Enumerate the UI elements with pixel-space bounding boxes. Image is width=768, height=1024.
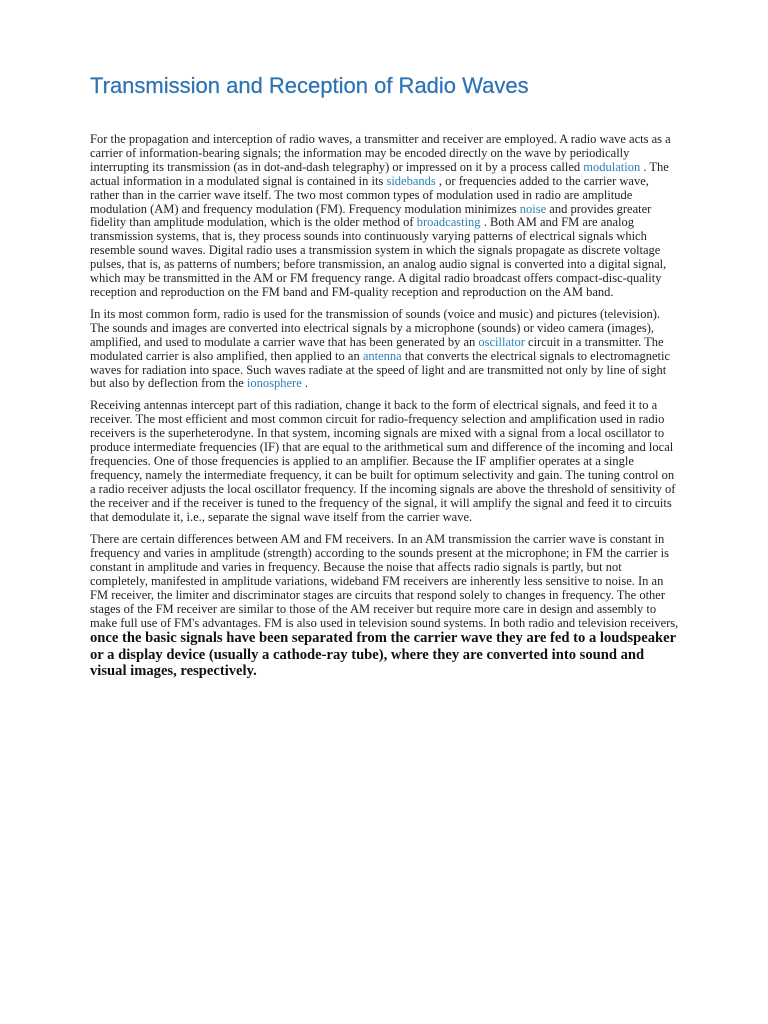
paragraph-text: . Both AM and FM are analog transmission systems, that is, they process sounds into continuously varying patterns of electrical signals which resemble sound waves. Digital radio uses a transmission system in which the signals propagate as discrete voltage pulses, that is, as patterns of numbers; before transmission, an analog audio signal is converted into a digital signal, which may be transmitted in the AM or FM frequency range. A digital radio broadcast offers compact-disc-quality reception and reproduction on the FM band and FM-quality reception and reproduction on the AM band. <box>90 215 667 299</box>
paragraph-2 <box>90 308 680 391</box>
link-antenna[interactable]: antenna <box>362 348 402 363</box>
paragraph-text: , or frequencies added to the carrier wave, rather than in the carrier wave itself. The two most common types of modulation used in radio are amplitude modulation (AM) and frequency modulation (FM). Frequency modulation minimizes <box>90 173 649 216</box>
paragraph-1 <box>90 133 680 300</box>
paragraph-text: . The actual information in a modulated signal is contained in its <box>90 159 669 188</box>
link-sidebands[interactable]: sidebands <box>386 173 436 188</box>
document-page <box>90 72 680 688</box>
link-ionosphere[interactable]: ionosphere <box>246 376 302 391</box>
link-modulation[interactable]: modulation <box>583 159 641 174</box>
paragraph-text: that converts the electrical signals to electromagnetic waves for radiation into space. Such waves radiate at the speed of light and are transmitted not only by line of sight but also by deflection from the <box>90 348 670 391</box>
paragraph-text: For the propagation and interception of radio waves, a transmitter and receiver are employed. A radio wave acts as a carrier of information-bearing signals; the information may be encoded directly on the wave by periodically interrupting its transmission (as in dot-and-dash telegraphy) or impressed on it by a process called <box>90 132 671 174</box>
paragraph-text: In its most common form, radio is used for the transmission of sounds (voice and music) and pictures (television). The sounds and images are converted into electrical signals by a microphone (sounds) or video camera (images), amplified, and used to modulate a carrier wave that has been generated by an <box>90 306 661 349</box>
link-broadcasting[interactable]: broadcasting <box>416 215 481 230</box>
paragraph-bold-text: once the basic signals have been separated from the carrier wave they are fed to a loudspeaker or a display device (usually a cathode-ray tube), where they are converted into sound and visual images, respectively. <box>90 630 676 680</box>
paragraph-text: Receiving antennas intercept part of this radiation, change it back to the form of electrical signals, and feed it to a receiver. The most efficient and most common circuit for radio-frequency selection and amplification used in radio receivers is the superheterodyne. In that system, incoming signals are mixed with a signal from a local oscillator to produce intermediate frequencies (IF) that are equal to the arithmetical sum and difference of the incoming and local frequencies. One of those frequencies is applied to an amplifier. Because the IF amplifier operates at a single frequency, namely the intermediate frequency, it can be built for optimum selectivity and gain. The tuning control on a radio receiver adjusts the local oscillator frequency. If the incoming signals are above the threshold of sensitivity of the receiver and if the receiver is tuned to the frequency of the signal, it will amplify the signal and feed it to circuits that demodulate it, i.e., separate the signal wave itself from the carrier wave. <box>90 398 676 524</box>
paragraph-text: There are certain differences between AM and FM receivers. In an AM transmission the carrier wave is constant in frequency and varies in amplitude (strength) according to the sounds present at the microphone; in FM the carrier is constant in amplitude and varies in frequency. Because the noise that affects radio signals is partly, but not completely, manifested in amplitude variations, wideband FM receivers are inherently less sensitive to noise. In an FM receiver, the limiter and discriminator stages are circuits that respond solely to changes in frequency. The other stages of the FM receiver are similar to those of the AM receiver but require more care in design and assembly to make full use of FM's advantages. FM is also used in television sound systems. In both radio and television receivers, <box>90 532 679 631</box>
paragraph-text: . <box>301 376 309 391</box>
paragraph-text: and provides greater fidelity than amplitude modulation, which is the older method of <box>90 201 652 230</box>
paragraph-4 <box>90 532 680 680</box>
paragraph-text: circuit in a transmitter. The modulated carrier is also amplified, then applied to an <box>90 334 664 363</box>
page-title: Transmission and Reception of Radio Waves <box>90 73 529 98</box>
link-noise[interactable]: noise <box>519 201 547 216</box>
link-oscillator[interactable]: oscillator <box>478 334 525 349</box>
paragraph-3 <box>90 399 680 524</box>
